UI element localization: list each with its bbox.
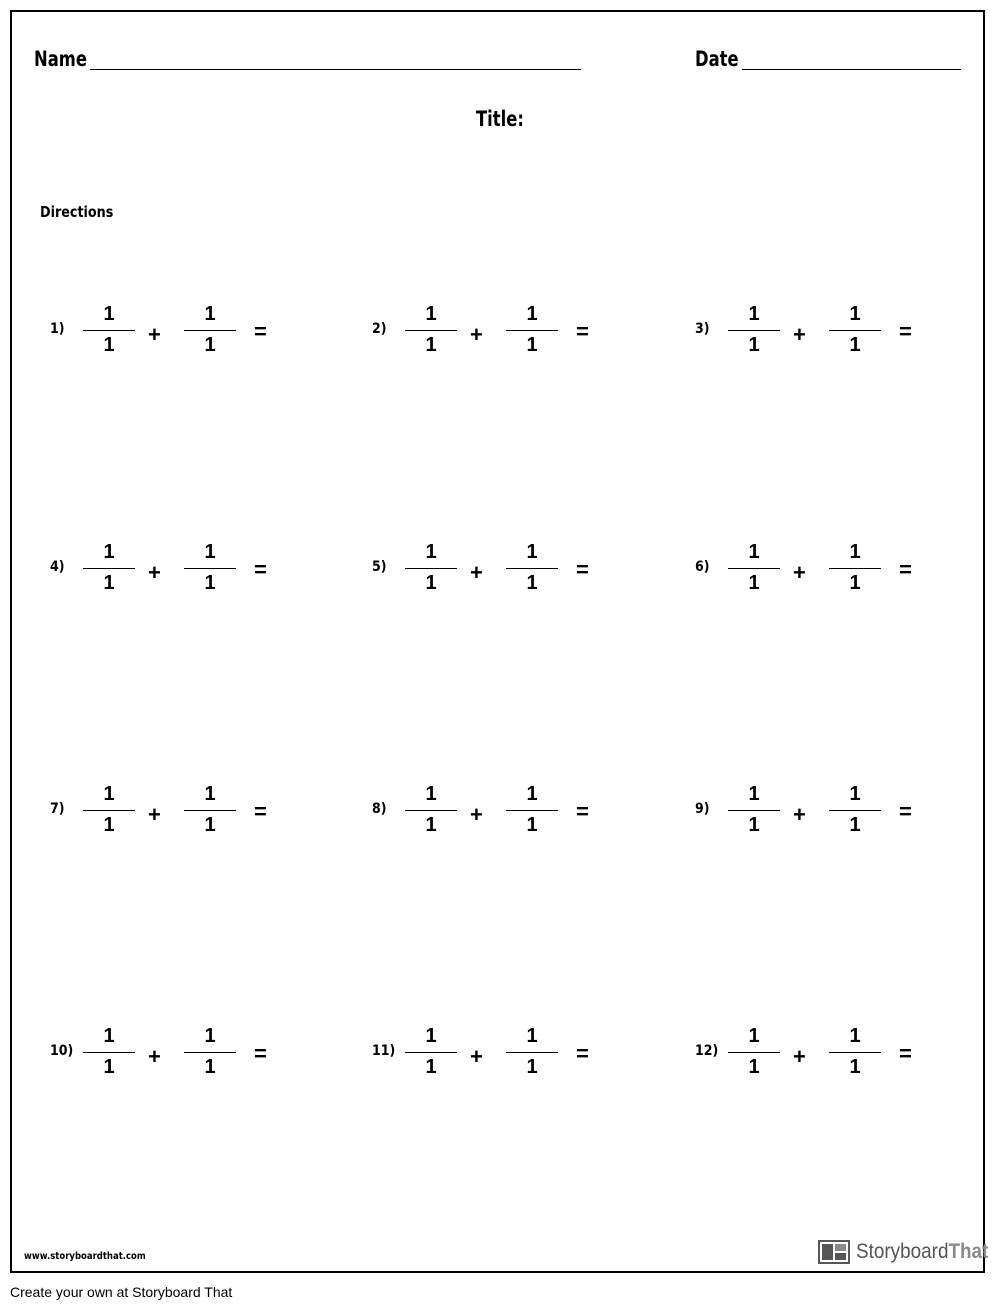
fraction-a	[405, 304, 457, 364]
fraction-b	[184, 304, 236, 364]
name-line	[90, 69, 581, 70]
denominator: 1	[849, 572, 861, 594]
equals-sign: =	[254, 319, 267, 344]
logo-text-storyboard: Storyboard	[856, 1240, 949, 1263]
numerator: 1	[748, 303, 760, 325]
numerator: 1	[526, 541, 538, 563]
denominator: 1	[425, 572, 437, 594]
denominator: 1	[425, 334, 437, 356]
plus-sign: +	[148, 322, 161, 347]
problem-number: 6)	[695, 559, 710, 575]
fraction-bar	[405, 810, 457, 811]
fraction-a	[405, 542, 457, 602]
denominator: 1	[849, 814, 861, 836]
numerator: 1	[425, 1025, 437, 1047]
numerator: 1	[849, 541, 861, 563]
fraction-bar	[184, 1052, 236, 1053]
name-label: Name	[34, 47, 87, 71]
fraction-b	[506, 542, 558, 602]
problem-number: 11)	[372, 1043, 396, 1059]
fraction-bar	[184, 810, 236, 811]
denominator: 1	[425, 814, 437, 836]
problem-9	[695, 784, 935, 844]
fraction-bar	[184, 330, 236, 331]
problem-number: 7)	[50, 801, 65, 817]
fraction-b	[184, 542, 236, 602]
problem-number: 9)	[695, 801, 710, 817]
fraction-bar	[506, 330, 558, 331]
numerator: 1	[103, 1025, 115, 1047]
fraction-bar	[728, 330, 780, 331]
fraction-bar	[829, 810, 881, 811]
problem-number: 5)	[372, 559, 387, 575]
plus-sign: +	[148, 560, 161, 585]
denominator: 1	[204, 334, 216, 356]
denominator: 1	[526, 572, 538, 594]
equals-sign: =	[254, 557, 267, 582]
denominator: 1	[849, 334, 861, 356]
denominator: 1	[103, 1056, 115, 1078]
denominator: 1	[103, 572, 115, 594]
equals-sign: =	[899, 557, 912, 582]
fraction-bar	[829, 568, 881, 569]
problem-number: 10)	[50, 1043, 74, 1059]
denominator: 1	[103, 334, 115, 356]
plus-sign: +	[793, 560, 806, 585]
plus-sign: +	[470, 802, 483, 827]
date-line	[742, 69, 961, 70]
plus-sign: +	[470, 560, 483, 585]
numerator: 1	[425, 541, 437, 563]
numerator: 1	[425, 783, 437, 805]
title-label: Title:	[476, 107, 524, 131]
numerator: 1	[849, 1025, 861, 1047]
equals-sign: =	[576, 799, 589, 824]
fraction-bar	[506, 810, 558, 811]
fraction-bar	[83, 810, 135, 811]
fraction-bar	[405, 1052, 457, 1053]
problem-number: 1)	[50, 321, 65, 337]
problem-number: 12)	[695, 1043, 719, 1059]
fraction-a	[83, 1026, 135, 1086]
fraction-bar	[829, 330, 881, 331]
numerator: 1	[103, 541, 115, 563]
numerator: 1	[204, 303, 216, 325]
denominator: 1	[425, 1056, 437, 1078]
fraction-bar	[83, 1052, 135, 1053]
fraction-bar	[728, 568, 780, 569]
problem-number: 3)	[695, 321, 710, 337]
numerator: 1	[204, 541, 216, 563]
denominator: 1	[526, 1056, 538, 1078]
fraction-b	[829, 784, 881, 844]
problem-number: 2)	[372, 321, 387, 337]
caption: Create your own at Storyboard That	[10, 1284, 233, 1300]
problem-1	[50, 304, 290, 364]
fraction-b	[506, 304, 558, 364]
fraction-a	[83, 542, 135, 602]
numerator: 1	[526, 1025, 538, 1047]
numerator: 1	[526, 303, 538, 325]
equals-sign: =	[899, 319, 912, 344]
denominator: 1	[748, 814, 760, 836]
fraction-bar	[506, 568, 558, 569]
numerator: 1	[849, 303, 861, 325]
numerator: 1	[103, 303, 115, 325]
equals-sign: =	[576, 319, 589, 344]
plus-sign: +	[148, 1044, 161, 1069]
fraction-a	[405, 784, 457, 844]
problem-5	[372, 542, 612, 602]
denominator: 1	[526, 814, 538, 836]
denominator: 1	[103, 814, 115, 836]
problem-number: 8)	[372, 801, 387, 817]
plus-sign: +	[793, 322, 806, 347]
problem-10	[50, 1026, 290, 1086]
fraction-bar	[829, 1052, 881, 1053]
equals-sign: =	[899, 1041, 912, 1066]
numerator: 1	[748, 1025, 760, 1047]
numerator: 1	[526, 783, 538, 805]
equals-sign: =	[576, 1041, 589, 1066]
fraction-a	[83, 784, 135, 844]
plus-sign: +	[148, 802, 161, 827]
numerator: 1	[425, 303, 437, 325]
problem-6	[695, 542, 935, 602]
fraction-bar	[405, 568, 457, 569]
fraction-bar	[728, 1052, 780, 1053]
fraction-bar	[728, 810, 780, 811]
numerator: 1	[103, 783, 115, 805]
fraction-b	[184, 1026, 236, 1086]
plus-sign: +	[793, 1044, 806, 1069]
fraction-bar	[506, 1052, 558, 1053]
fraction-a	[83, 304, 135, 364]
plus-sign: +	[470, 1044, 483, 1069]
problem-2	[372, 304, 612, 364]
denominator: 1	[849, 1056, 861, 1078]
date-label: Date	[695, 47, 739, 71]
numerator: 1	[204, 783, 216, 805]
denominator: 1	[748, 1056, 760, 1078]
equals-sign: =	[254, 799, 267, 824]
footer-url: www.storyboardthat.com	[24, 1251, 146, 1262]
equals-sign: =	[899, 799, 912, 824]
problem-number: 4)	[50, 559, 65, 575]
storyboard-panels-icon	[818, 1240, 850, 1264]
fraction-b	[829, 1026, 881, 1086]
denominator: 1	[748, 572, 760, 594]
denominator: 1	[526, 334, 538, 356]
problem-4	[50, 542, 290, 602]
directions-label: Directions	[40, 203, 114, 221]
problem-7	[50, 784, 290, 844]
fraction-a	[728, 784, 780, 844]
numerator: 1	[849, 783, 861, 805]
fraction-a	[728, 1026, 780, 1086]
fraction-bar	[83, 330, 135, 331]
fraction-b	[184, 784, 236, 844]
fraction-b	[829, 304, 881, 364]
fraction-b	[506, 1026, 558, 1086]
plus-sign: +	[470, 322, 483, 347]
denominator: 1	[748, 334, 760, 356]
denominator: 1	[204, 1056, 216, 1078]
fraction-b	[829, 542, 881, 602]
equals-sign: =	[576, 557, 589, 582]
numerator: 1	[204, 1025, 216, 1047]
fraction-a	[728, 542, 780, 602]
numerator: 1	[748, 783, 760, 805]
problem-3	[695, 304, 935, 364]
logo-text-that: That	[948, 1240, 989, 1263]
logo-text	[856, 1240, 988, 1264]
denominator: 1	[204, 814, 216, 836]
problem-12	[695, 1026, 935, 1086]
fraction-bar	[405, 330, 457, 331]
fraction-a	[728, 304, 780, 364]
denominator: 1	[204, 572, 216, 594]
problem-11	[372, 1026, 612, 1086]
fraction-bar	[184, 568, 236, 569]
fraction-bar	[83, 568, 135, 569]
problem-8	[372, 784, 612, 844]
fraction-a	[405, 1026, 457, 1086]
numerator: 1	[748, 541, 760, 563]
storyboardthat-logo	[818, 1239, 1000, 1265]
plus-sign: +	[793, 802, 806, 827]
fraction-b	[506, 784, 558, 844]
equals-sign: =	[254, 1041, 267, 1066]
